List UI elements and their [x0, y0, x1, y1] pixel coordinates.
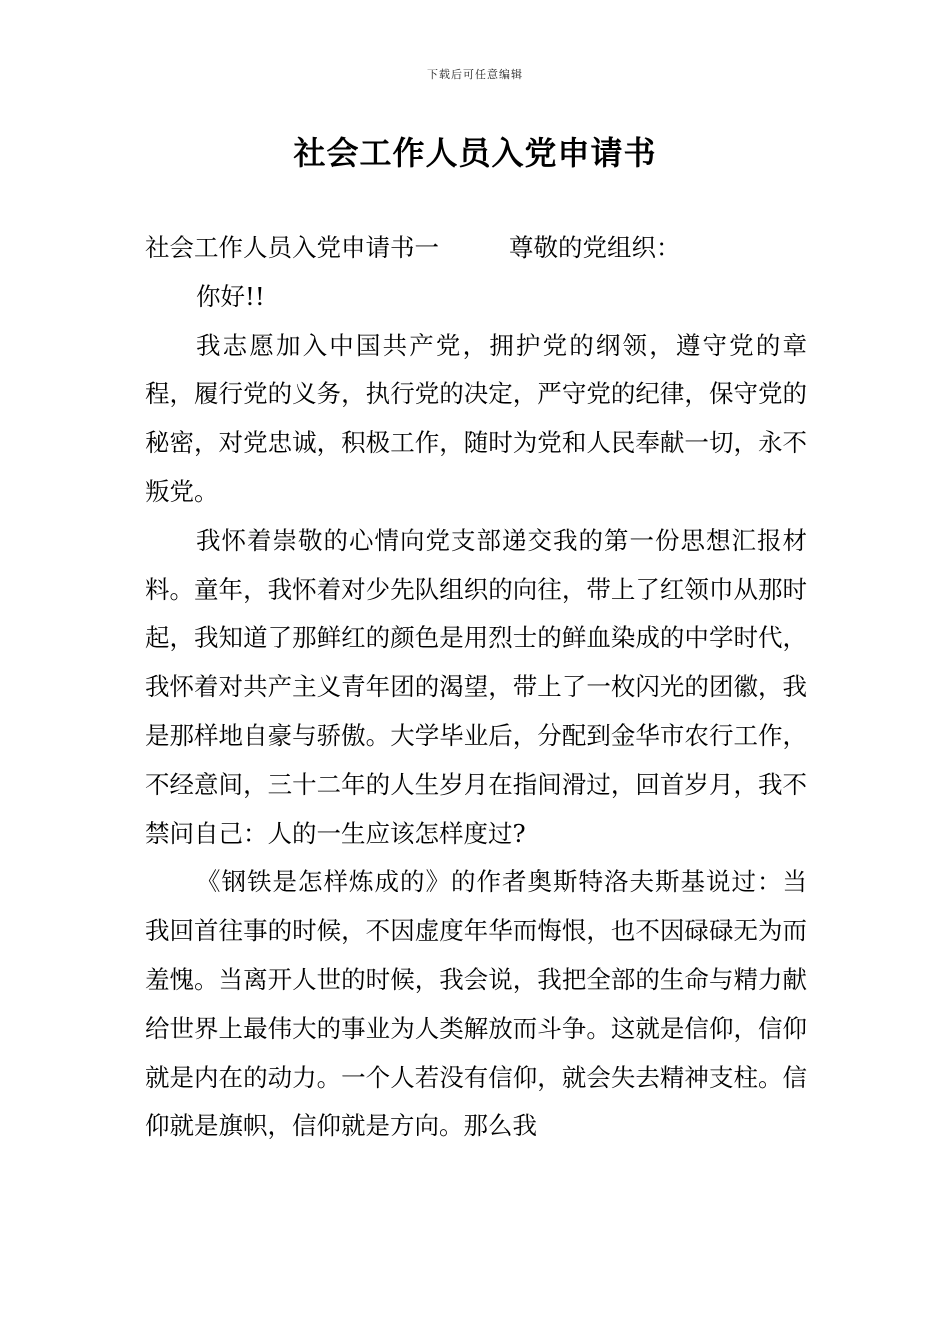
paragraph-2: 我怀着崇敬的心情向党支部递交我的第一份思想汇报材料。童年，我怀着对少先队组织的向往，带上了红领巾从那时起，我知道了那鲜红的颜色是用烈士的鲜血染成的中学时代，我怀着对共产主义青年团的渴望，带上了一枚闪光的团徽，我是那样地自豪与骄傲。大学毕业后，分配到金华市农行工作，不经意间，三十二年的人生岁月在指间滑过，回首岁月，我不禁问自己：人的一生应该怎样度过?	[145, 525, 807, 848]
paragraph-3: 《钢铁是怎样炼成的》的作者奥斯特洛夫斯基说过：当我回首往事的时候，不因虚度年华而悔恨，也不因碌碌无为而羞愧。当离开人世的时候，我会说，我把全部的生命与精力献给世界上最伟大的事业为人类解放而斗争。这就是信仰，信仰就是内在的动力。一个人若没有信仰，就会失去精神支柱。信仰就是旗帜，信仰就是方向。那么我	[145, 867, 807, 1141]
salutation: 尊敬的党组织：	[509, 233, 681, 262]
header-note: 下载后可任意编辑	[427, 68, 523, 81]
paragraph-1: 我志愿加入中国共产党，拥护党的纲领，遵守党的章程，履行党的义务，执行党的决定，严守党的纪律，保守党的秘密，对党忠诚，积极工作，随时为党和人民奉献一切，永不叛党。	[145, 330, 807, 506]
document-title: 社会工作人员入党申请书	[293, 134, 657, 172]
opening-heading: 社会工作人员入党申请书一	[145, 233, 439, 262]
opening-line	[145, 224, 807, 273]
greeting: 你好!!	[196, 281, 265, 311]
document-body	[145, 224, 807, 1151]
